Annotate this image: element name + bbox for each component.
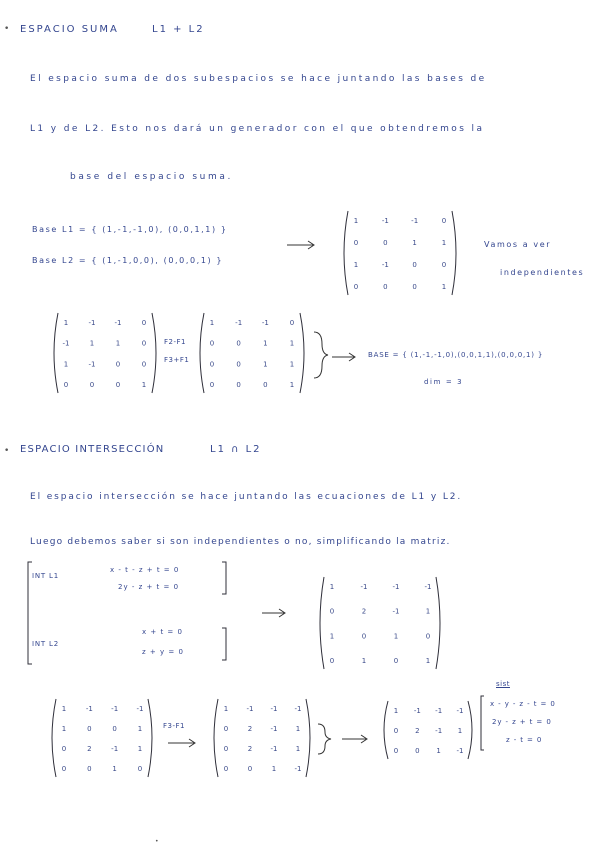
matrix-cell: -1 <box>294 765 302 773</box>
matrix-cell: -1 <box>456 707 464 715</box>
matrix-cell: 1 <box>295 745 301 753</box>
matrix-cell: 1 <box>353 217 359 225</box>
matrix-cell: -1 <box>381 261 389 269</box>
matrix-cell: 1 <box>412 239 417 247</box>
left-paren <box>344 211 348 295</box>
matrix-cell: 1 <box>289 339 295 348</box>
sys-l1-eq-1: x - t - z + t = 0 <box>110 566 180 574</box>
matrix-cell: -1 <box>381 217 389 225</box>
section-interseccion-subtitle: L1 ∩ L2 <box>210 444 262 455</box>
matrix-cell: -1 <box>246 705 254 713</box>
suma-line-1: El espacio suma de dos subespacios se hace juntando las bases de <box>30 74 487 84</box>
matrix-cell: 0 <box>393 727 399 735</box>
left-paren <box>384 701 388 759</box>
suma-result: BASE = { (1,-1,-1,0),(0,0,1,1),(0,0,0,1) } <box>368 351 544 359</box>
matrix-cell: -1 <box>456 747 464 755</box>
matrix-cell: 1 <box>393 707 399 715</box>
section-suma-title: ESPACIO SUMA <box>20 24 119 35</box>
matrix-m7 <box>380 700 476 760</box>
matrix-cell: -1 <box>392 607 400 616</box>
matrix-cell: -1 <box>360 583 368 591</box>
arrow-icon <box>332 352 358 362</box>
matrix-cell: 1 <box>223 705 229 713</box>
left-paren <box>54 313 58 393</box>
matrix-cell: 0 <box>236 360 241 369</box>
matrix-cell: 0 <box>223 745 229 753</box>
matrix-cell: 0 <box>393 657 399 665</box>
matrix-cell: 0 <box>383 239 388 247</box>
stray-mark: • <box>155 838 159 845</box>
sys-l2-eq-2: z + y = 0 <box>142 648 184 656</box>
matrix-cell: 2 <box>361 607 367 616</box>
matrix-cell: -1 <box>88 360 96 369</box>
interseccion-line-2: Luego debemos saber si son independientes o no, simplificando la matriz. <box>30 537 451 547</box>
matrix-cell: 0 <box>361 632 367 641</box>
matrix-m2 <box>50 312 160 394</box>
sys-l2-label: INT L2 <box>32 640 59 648</box>
matrix-cell: 2 <box>87 745 92 753</box>
brace-icon <box>312 330 330 380</box>
matrix-cell: 0 <box>289 319 295 327</box>
bullet-suma: • <box>4 24 10 34</box>
final-eq-2: 2y - z + t = 0 <box>492 718 552 726</box>
matrix-m1 <box>340 210 460 296</box>
right-paren <box>468 701 472 759</box>
matrix-cell: 0 <box>263 381 268 389</box>
matrix-cell: 0 <box>112 725 117 733</box>
final-tag: sist <box>496 680 510 688</box>
matrix-cell: 1 <box>425 607 431 616</box>
matrix-m6 <box>210 698 314 778</box>
matrix-cell: 1 <box>353 261 359 269</box>
suma-line-3: base del espacio suma. <box>70 172 233 182</box>
matrix-cell: -1 <box>136 705 144 713</box>
matrix-cell: 1 <box>61 725 67 733</box>
matrix-cell: -1 <box>411 217 419 225</box>
matrix-cell: 0 <box>223 765 229 773</box>
matrix-cell: 0 <box>61 745 67 753</box>
matrix-cell: 0 <box>441 217 447 225</box>
matrix-cell: 1 <box>393 632 399 641</box>
suma-line-2: L1 y de L2. Esto nos dará un generador con el que obtendremos la <box>30 124 485 134</box>
final-eq-3: z - t = 0 <box>506 736 543 744</box>
matrix-cell: 0 <box>115 381 121 389</box>
matrix-cell: -1 <box>111 745 119 753</box>
matrix-cell: -1 <box>392 583 400 591</box>
sys-l2-eq-1: x + t = 0 <box>142 628 183 636</box>
matrix-cell: 0 <box>61 765 67 773</box>
matrix-m4 <box>316 576 444 670</box>
matrix-cell: 0 <box>87 725 92 733</box>
section-interseccion-title: ESPACIO INTERSECCIÓN <box>20 444 165 455</box>
matrix-cell: 0 <box>412 283 417 291</box>
matrix-cell: -1 <box>88 319 96 327</box>
matrix-cell: 0 <box>87 765 92 773</box>
matrix-cell: 0 <box>209 381 215 389</box>
matrix-cell: 1 <box>263 339 268 348</box>
matrix-cell: 0 <box>329 657 335 665</box>
matrix-m3 <box>196 312 308 394</box>
matrix-cell: -1 <box>413 707 421 715</box>
right-paren <box>452 211 456 295</box>
matrix-cell: 0 <box>141 319 147 327</box>
matrix-cell: 0 <box>137 765 143 773</box>
matrix-cell: 0 <box>141 339 147 348</box>
matrix-cell: 2 <box>247 745 253 753</box>
matrix-cell: 1 <box>141 381 147 389</box>
matrix-cell: -1 <box>294 705 302 713</box>
matrix-cell: -1 <box>424 583 432 591</box>
matrix-cell: 1 <box>295 725 301 733</box>
matrix-cell: 0 <box>441 261 447 269</box>
left-paren <box>320 577 324 669</box>
sys-l1-label: INT L1 <box>32 572 59 580</box>
suma-note-1: Vamos a ver <box>484 240 552 249</box>
suma-result-dim: dim = 3 <box>424 378 464 386</box>
matrix-cell: 1 <box>361 657 367 665</box>
matrix-cell: 1 <box>137 745 143 753</box>
matrix-cell: 0 <box>425 632 431 641</box>
matrix-cell: -1 <box>235 319 243 327</box>
matrix-cell: 1 <box>441 239 447 247</box>
matrix-cell: -1 <box>85 705 93 713</box>
matrix-cell: 0 <box>412 261 417 269</box>
matrix-cell: 1 <box>63 319 69 327</box>
arrow-icon <box>262 608 288 618</box>
left-paren <box>200 313 204 393</box>
matrix-cell: 0 <box>329 607 335 616</box>
matrix-cell: 0 <box>353 239 359 247</box>
arrow-icon <box>168 738 198 748</box>
matrix-cell: 1 <box>425 657 431 665</box>
left-paren <box>52 699 56 777</box>
matrix-cell: 1 <box>441 283 447 291</box>
matrix-cell: 0 <box>89 381 95 389</box>
interseccion-op-1: F3-F1 <box>163 722 185 730</box>
matrix-cell: 0 <box>247 765 253 773</box>
matrix-cell: 1 <box>271 765 277 773</box>
matrix-cell: 2 <box>415 727 420 735</box>
matrix-m5 <box>48 698 156 778</box>
matrix-cell: 0 <box>223 725 229 733</box>
matrix-cell: 1 <box>63 360 69 369</box>
matrix-cell: 0 <box>415 747 420 755</box>
matrix-cell: 1 <box>115 339 121 348</box>
right-paren <box>436 577 440 669</box>
matrix-cell: 0 <box>209 360 215 369</box>
matrix-cell: 1 <box>61 705 67 713</box>
matrix-cell: -1 <box>270 705 278 713</box>
matrix-cell: -1 <box>435 727 443 735</box>
right-paren <box>152 313 156 393</box>
matrix-cell: 1 <box>263 360 268 369</box>
matrix-cell: 0 <box>353 283 359 291</box>
matrix-cell: -1 <box>111 705 119 713</box>
matrix-cell: 0 <box>141 360 147 369</box>
matrix-cell: 0 <box>63 381 69 389</box>
base-l1: Base L1 = { (1,-1,-1,0), (0,0,1,1) } <box>32 225 228 234</box>
matrix-cell: -1 <box>270 745 278 753</box>
matrix-cell: 1 <box>112 765 117 773</box>
matrix-cell: 0 <box>236 381 241 389</box>
section-suma-subtitle: L1 + L2 <box>152 24 205 35</box>
matrix-cell: 0 <box>383 283 388 291</box>
matrix-cell: 1 <box>436 747 441 755</box>
brace-icon <box>316 722 334 756</box>
matrix-cell: 1 <box>457 727 463 735</box>
suma-op-1: F2-F1 <box>164 338 186 346</box>
suma-note-2: independientes <box>500 268 585 277</box>
matrix-cell: 1 <box>329 583 335 591</box>
matrix-cell: -1 <box>270 725 278 733</box>
matrix-cell: 1 <box>289 360 295 369</box>
matrix-cell: 0 <box>209 339 215 348</box>
arrow-icon <box>342 734 370 744</box>
right-paren <box>148 699 152 777</box>
matrix-cell: -1 <box>62 339 70 348</box>
matrix-cell: 1 <box>329 632 335 641</box>
arrow-icon <box>287 240 317 250</box>
suma-op-2: F3+F1 <box>164 356 190 364</box>
matrix-cell: 0 <box>236 339 241 348</box>
left-paren <box>214 699 218 777</box>
matrix-cell: -1 <box>261 319 269 327</box>
matrix-cell: -1 <box>435 707 443 715</box>
matrix-cell: 1 <box>137 725 143 733</box>
right-paren <box>306 699 310 777</box>
base-l2: Base L2 = { (1,-1,0,0), (0,0,0,1) } <box>32 256 224 265</box>
sys-l1-eq-2: 2y - z + t = 0 <box>118 583 180 591</box>
matrix-cell: 2 <box>247 725 253 733</box>
bullet-interseccion: • <box>4 446 10 456</box>
matrix-cell: 0 <box>393 747 399 755</box>
matrix-cell: 1 <box>209 319 215 327</box>
final-eq-1: x - y - z - t = 0 <box>490 700 556 708</box>
matrix-cell: 0 <box>115 360 121 369</box>
right-paren <box>300 313 304 393</box>
matrix-cell: 1 <box>289 381 295 389</box>
interseccion-line-1: El espacio intersección se hace juntando las ecuaciones de L1 y L2. <box>30 492 463 502</box>
matrix-cell: 1 <box>89 339 95 348</box>
matrix-cell: -1 <box>114 319 122 327</box>
